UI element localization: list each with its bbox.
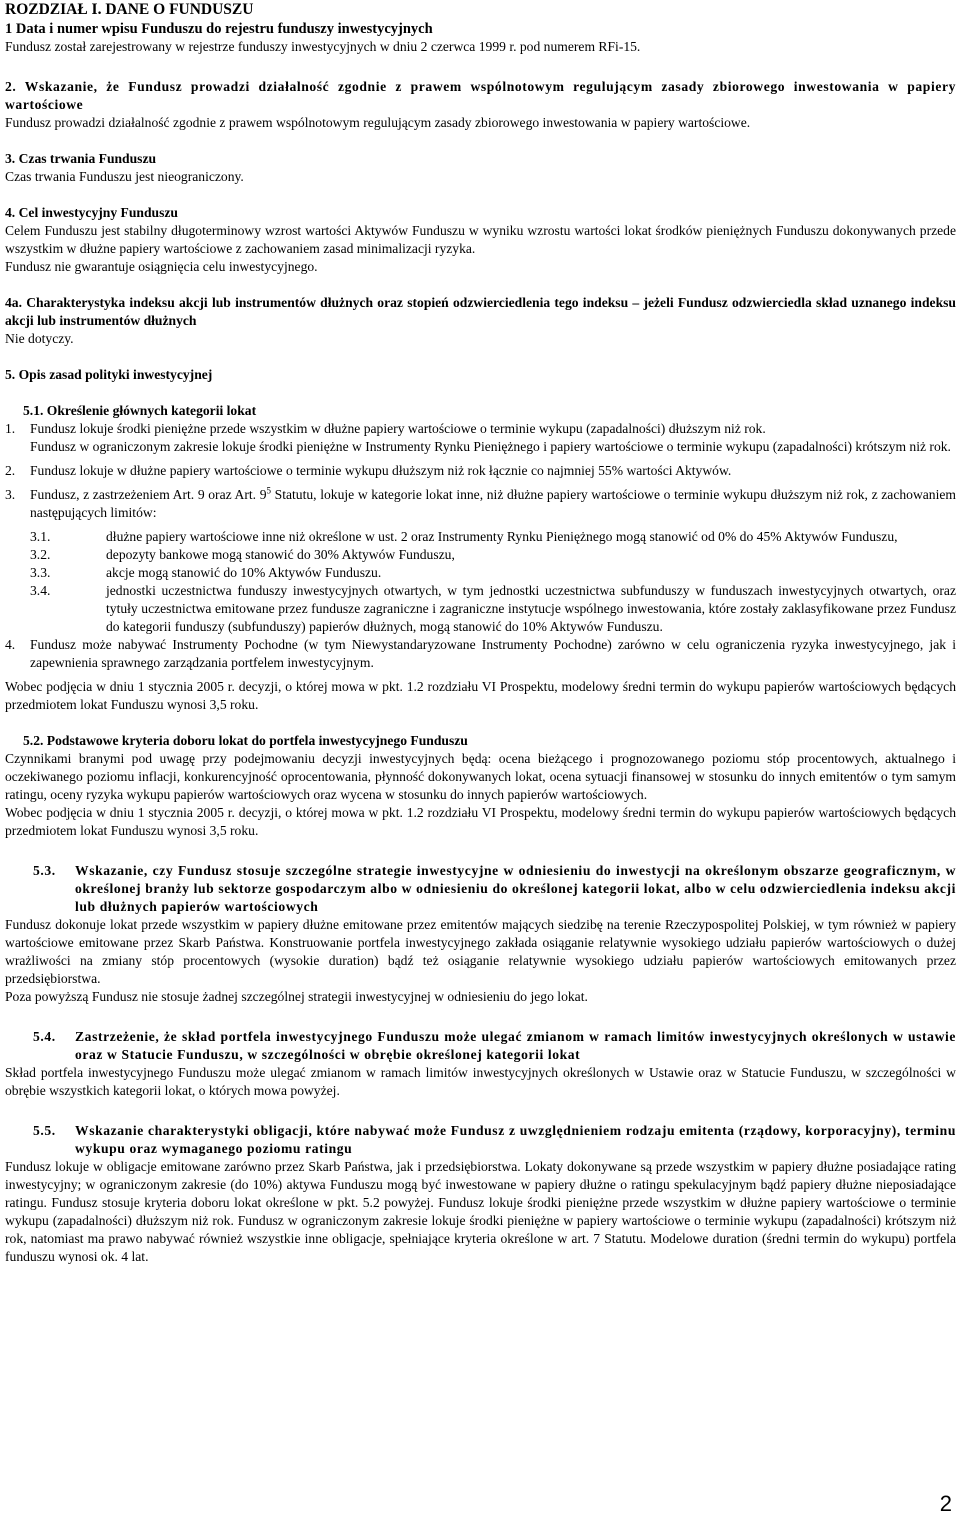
list-item-2 bbox=[5, 462, 956, 480]
section-5-4-heading: 5.4. Zastrzeżenie, że skład portfela inwestycyjnego Funduszu może ulegać zmianom w ramach limitów inwestycyjnych określonych w ustawie oraz w Statucie Funduszu, w szczególności w obrębie określonej kategorii lokat bbox=[33, 1029, 956, 1062]
sublist-item-number: 3.2. bbox=[30, 547, 51, 562]
list-item-4 bbox=[5, 636, 956, 672]
list-item-number: 2. bbox=[5, 463, 16, 478]
section-5-2-text: Czynnikami branymi pod uwagę przy podejmowaniu decyzji inwestycyjnych będą: ocena bieżącego i prognozowanego poziomu stóp procentowych, aktualnego i oczekiwanego poziomu inflacji, konkurencyjność oprocentowania, płynność dokonywanych lokat, ocena sytuacji finansowej w stosunku do innych emitentów o tym samym ratingu, oceny ryzyka wykupu papierów wartościowych oraz wycena w stosunku do innych papierów wartościowych. bbox=[5, 751, 956, 802]
document-page bbox=[5, 0, 956, 1266]
section-5-heading: 5. Opis zasad polityki inwestycyjnej bbox=[5, 367, 213, 382]
sublist-item bbox=[30, 564, 956, 582]
section-5-3-note: Poza powyższą Fundusz nie stosuje żadnej szczególnej strategii inwestycyjnej w odniesieniu do jego lokat. bbox=[5, 989, 588, 1004]
section-4-heading: 4. Cel inwestycyjny Funduszu bbox=[5, 205, 178, 220]
sublist-item-number: 3.4. bbox=[30, 583, 51, 598]
section-2-text: Fundusz prowadzi działalność zgodnie z prawem wspólnotowym regulującym zasady zbiorowego inwestowania w papiery wartościowe. bbox=[5, 115, 751, 130]
list-item-text: Fundusz w ograniczonym zakresie lokuje środki pieniężne w Instrumenty Rynku Pieniężnego i papiery wartościowe o terminie wykupu (zapadalności) krótszym niż rok. bbox=[30, 439, 951, 454]
list-item-number: 4. bbox=[5, 637, 16, 652]
section-5-2-heading: 5.2. Podstawowe kryteria doboru lokat do portfela inwestycyjnego Funduszu bbox=[23, 733, 468, 748]
chapter-title: ROZDZIAŁ I. DANE O FUNDUSZU bbox=[5, 1, 254, 18]
sublist bbox=[5, 528, 956, 636]
sublist-item bbox=[30, 546, 956, 564]
section-5-3-text: Fundusz dokonuje lokat przede wszystkim w papiery dłużne emitowane przez emitentów mających siedzibę na terenie Rzeczypospolitej Polskiej, w tym również w papiery wartościowe emitowane przez Skarb Państwa. Konstruowanie portfela inwestycyjnego zakłada osiąganie relatywnie wysokiego udziału papierów wartościowych o dużej wrażliwości na zmiany stóp procentowych (wysokie duration) bądź też osiąganie relatywnie wysokiego udziału papierów wartościowych emitowanych przez przedsiębiorstwa. bbox=[5, 917, 956, 986]
section-1-text: Fundusz został zarejestrowany w rejestrze funduszy inwestycyjnych w dniu 2 czerwca 1999 r. pod numerem RFi-15. bbox=[5, 39, 641, 54]
list-item-text: Fundusz może nabywać Instrumenty Pochodne (w tym Niewystandaryzowane Instrumenty Pochodne) zarówno w celu ograniczenia ryzyka inwestycyjnego, jak i zapewnienia sprawnego zarządzania portfelem inwestycyjnym. bbox=[30, 637, 956, 670]
section-3-text: Czas trwania Funduszu jest nieograniczony. bbox=[5, 169, 244, 184]
list-item-text: Fundusz, z zastrzeżeniem Art. 9 oraz Art. $9^5$ Statutu, lokuje w kategorie lokat inne, niż dłużne papiery wartościowe o terminie wykupu dłuższym niż rok, z zachowaniem następujących limitów: bbox=[30, 485, 956, 520]
section-4a-text: Nie dotyczy. bbox=[5, 331, 74, 346]
list-item-1 bbox=[5, 420, 956, 456]
section-5-2-note: Wobec podjęcia w dniu 1 stycznia 2005 r. decyzji, o której mowa w pkt. 1.2 rozdziału VI Prospektu, modelowy średni termin do wykupu papierów wartościowych będących przedmiotem lokat Funduszu wynosi 3,5 roku. bbox=[5, 805, 956, 838]
section-5-4-text: Skład portfela inwestycyjnego Funduszu może ulegać zmianom w ramach limitów inwestycyjnych określonych w Ustawie oraz w Statucie Funduszu, w szczególności w obrębie wszystkich kategorii lokat, o których mowa powyżej. bbox=[5, 1065, 956, 1098]
list-item-text: Fundusz lokuje w dłużne papiery wartościowe o terminie wykupu dłuższym niż rok łącznie co najmniej 55% wartości Aktywów. bbox=[30, 463, 732, 478]
section-3-heading: 3. Czas trwania Funduszu bbox=[5, 151, 157, 166]
section-5-1-heading: 5.1. Określenie głównych kategorii lokat bbox=[23, 403, 257, 418]
section-5-5-heading: 5.5. Wskazanie charakterystyki obligacji, które nabywać może Fundusz z uwzględnieniem rodzaju emitenta (rządowy, korporacyjny), terminu wykupu oraz wymaganego poziomu ratingu bbox=[33, 1123, 956, 1156]
sublist-item bbox=[30, 582, 956, 636]
sublist-item-number: 3.3. bbox=[30, 565, 51, 580]
list-item-3 bbox=[5, 486, 956, 522]
sublist-item bbox=[30, 528, 956, 546]
section-5-5-text: Fundusz lokuje w obligacje emitowane zarówno przez Skarb Państwa, jak i przedsiębiorstwa. Lokaty dokonywane są przede wszystkim w papiery dłużne posiadające rating inwestycyjny; w ograniczonym zakresie (do 10%) aktywa Funduszu mogą być inwestowane w papiery dłużne o ratingu spekulacyjnym bądź papiery dłużne nieposiadające ratingu. Fundusz stosuje kryteria doboru lokat określone w pkt. 5.2 powyżej. Fundusz lokuje środki pieniężne przede wszystkim w dłużne papiery wartościowe o terminie wykupu (zapadalności) dłuższym niż rok. Fundusz w ograniczonym zakresie lokuje środki pieniężne w papiery wartościowe o terminie wykupu (zapadalności) krótszym niż rok, natomiast ma prawo nabywać również wszystkie inne obligacje, spełniające kryteria określone w art. 7 Statutu. Modelowe duration (średni termin do wykupu) portfela funduszu wynosi ok. 4 lat. bbox=[5, 1159, 956, 1264]
section-1-heading: 1 Data i numer wpisu Funduszu do rejestru funduszy inwestycyjnych bbox=[5, 21, 433, 37]
section-4a-heading: 4a. Charakterystyka indeksu akcji lub instrumentów dłużnych oraz stopień odzwierciedlenia tego indeksu – jeżeli Fundusz odzwierciedla skład uznanego indeksu akcji lub instrumentów dłużnych bbox=[5, 295, 956, 328]
duration-note: Wobec podjęcia w dniu 1 stycznia 2005 r. decyzji, o której mowa w pkt. 1.2 rozdziału VI Prospektu, modelowy średni termin do wykupu papierów wartościowych będących przedmiotem lokat Funduszu wynosi 3,5 roku. bbox=[5, 679, 956, 712]
section-5-3-heading: 5.3. Wskazanie, czy Fundusz stosuje szczególne strategie inwestycyjne w odniesieniu do inwestycji na określonym obszarze geograficznym, w określonej branży lub sektorze gospodarczym albo w odniesieniu do określonej kategorii lokat, albo w celu odzwierciedlenia indeksu akcji lub dłużnych papierów wartościowych bbox=[33, 863, 956, 914]
section-2-heading: 2. Wskazanie, że Fundusz prowadzi działalność zgodnie z prawem wspólnotowym regulującym zasady zbiorowego inwestowania w papiery wartościowe bbox=[5, 79, 956, 112]
section-4-text: Celem Funduszu jest stabilny długoterminowy wzrost wartości Aktywów Funduszu w wyniku wzrostu wartości lokat środków pieniężnych Funduszu dokonywanych przede wszystkim w dłużne papiery wartościowe z zachowaniem zasad minimalizacji ryzyka. bbox=[5, 223, 956, 256]
list-item-text: Fundusz lokuje środki pieniężne przede wszystkim w dłużne papiery wartościowe o terminie wykupu (zapadalności) dłuższym niż rok. bbox=[30, 421, 766, 436]
sublist-item-text: jednostki uczestnictwa funduszy inwestycyjnych otwartych, w tym jednostki uczestnictwa subfunduszy w funduszach inwestycyjnych otwartych, oraz tytuły uczestnictwa emitowane przez fundusze zagraniczne i zagraniczne instytucje wspólnego inwestowania, które zostały zaklasyfikowane przez Fundusz do kategorii funduszy (subfunduszy) papierów dłużnych, mogą stanowić do 10% Aktywów Funduszu. bbox=[106, 583, 956, 634]
sublist-item-text: depozyty bankowe mogą stanowić do 30% Aktywów Funduszu, bbox=[106, 547, 455, 562]
sublist-item-text: dłużne papiery wartościowe inne niż określone w ust. 2 oraz Instrumenty Rynku Pieniężnego mogą stanowić od 0% do 45% Aktywów Funduszu, bbox=[106, 529, 898, 544]
sublist-item-text: akcje mogą stanowić do 10% Aktywów Funduszu. bbox=[106, 565, 382, 580]
list-item-number: 1. bbox=[5, 421, 16, 436]
section-4-note: Fundusz nie gwarantuje osiągnięcia celu inwestycyjnego. bbox=[5, 259, 318, 274]
list-item-number: 3. bbox=[5, 487, 16, 502]
sublist-item-number: 3.1. bbox=[30, 529, 51, 544]
page-number: 2 bbox=[939, 1491, 952, 1516]
